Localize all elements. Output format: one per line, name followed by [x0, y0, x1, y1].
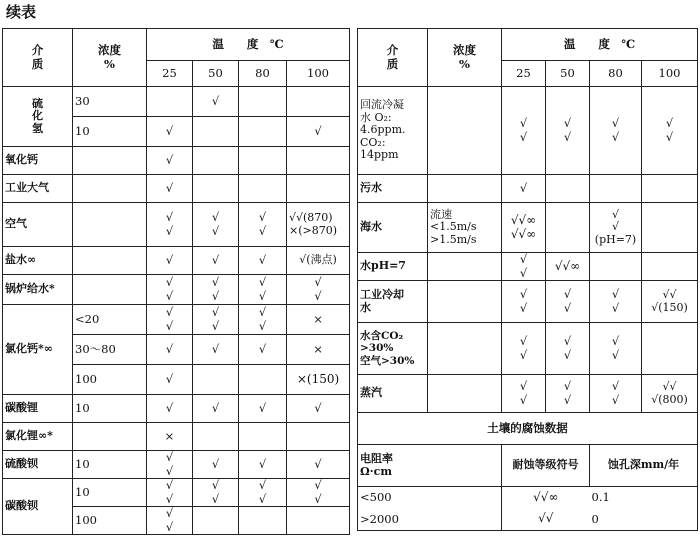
medium-cell: 蒸汽 — [358, 375, 428, 413]
value-cell: √ √ — [147, 451, 193, 479]
value-cell: × — [287, 305, 350, 335]
value-cell: √ — [147, 247, 193, 275]
soil-depth: 0.1 — [590, 487, 698, 509]
value-cell: √ √ — [546, 281, 590, 323]
medium-cell: 硫 化 氢 — [3, 87, 73, 147]
value-cell — [239, 507, 287, 535]
value-cell: √ — [147, 335, 193, 365]
value-cell: √ √ — [502, 253, 546, 281]
conc-cell — [428, 175, 502, 203]
conc-cell — [428, 281, 502, 323]
value-cell: √ — [147, 395, 193, 423]
value-cell — [287, 147, 350, 175]
medium-cell: 回流冷凝 水 O₂: 4.6ppm. CO₂: 14ppm — [358, 87, 428, 175]
value-cell: √ √ — [147, 203, 193, 247]
value-cell — [642, 203, 698, 253]
value-cell — [147, 87, 193, 117]
value-cell: √ √ — [193, 479, 239, 507]
value-cell: √ √ — [642, 87, 698, 175]
medium-cell: 氯化锂∞* — [3, 423, 73, 451]
value-cell: √√∞ √√∞ — [502, 203, 546, 253]
value-cell — [239, 175, 287, 203]
value-cell — [239, 147, 287, 175]
value-cell: √ √ — [590, 281, 642, 323]
conc-cell — [73, 247, 147, 275]
right-table — [357, 28, 698, 531]
conc-cell: 10 — [73, 395, 147, 423]
medium-cell: 水pH=7 — [358, 253, 428, 281]
conc-cell — [428, 323, 502, 375]
conc-cell — [73, 175, 147, 203]
medium-cell: 工业大气 — [3, 175, 73, 203]
value-cell: √ √ — [193, 275, 239, 305]
value-cell: √ — [193, 395, 239, 423]
value-cell: √ — [193, 87, 239, 117]
value-cell — [546, 175, 590, 203]
value-cell — [193, 117, 239, 147]
value-cell — [193, 423, 239, 451]
conc-cell — [73, 423, 147, 451]
conc-cell: 10 — [73, 479, 147, 507]
conc-cell: 100 — [73, 365, 147, 395]
medium-cell: 锅炉给水* — [3, 275, 73, 305]
conc-cell — [73, 147, 147, 175]
soil-header-symbol: 耐蚀等级符号 — [502, 445, 590, 487]
conc-cell: 30 — [73, 87, 147, 117]
value-cell — [239, 365, 287, 395]
caption: 续表 — [6, 3, 37, 21]
medium-cell: 空气 — [3, 203, 73, 247]
value-cell: ×(150) — [287, 365, 350, 395]
value-cell — [642, 323, 698, 375]
header-temp-80: 80 — [239, 61, 287, 87]
value-cell: √ — [193, 451, 239, 479]
value-cell: √ — [193, 335, 239, 365]
value-cell: √ — [239, 395, 287, 423]
value-cell: √√ √(800) — [642, 375, 698, 413]
value-cell: √ — [287, 117, 350, 147]
header-temp-80: 80 — [590, 61, 642, 87]
value-cell: √ √ — [590, 323, 642, 375]
value-cell: √√∞ — [546, 253, 590, 281]
value-cell — [642, 175, 698, 203]
header-temperature: 温 度 ℃ — [502, 29, 698, 61]
value-cell: √ √ — [502, 87, 546, 175]
value-cell: √ √ — [287, 479, 350, 507]
header-temperature: 温 度 ℃ — [147, 29, 350, 61]
soil-resistivity: >2000 — [358, 509, 502, 531]
medium-cell: 碳酸钡 — [3, 479, 73, 535]
value-cell — [546, 203, 590, 253]
value-cell: √ — [239, 451, 287, 479]
conc-cell: 流速 <1.5m/s >1.5m/s — [428, 203, 502, 253]
value-cell — [239, 117, 287, 147]
value-cell: √ — [287, 395, 350, 423]
value-cell — [287, 507, 350, 535]
header-temp-100: 100 — [287, 61, 350, 87]
conc-cell — [73, 203, 147, 247]
header-concentration: 浓度 % — [428, 29, 502, 87]
value-cell — [287, 423, 350, 451]
value-cell: √ √ — [239, 479, 287, 507]
medium-cell: 碳酸锂 — [3, 395, 73, 423]
conc-cell: <20 — [73, 305, 147, 335]
value-cell: √ — [502, 175, 546, 203]
header-temp-25: 25 — [147, 61, 193, 87]
value-cell: √ √ — [193, 305, 239, 335]
value-cell — [287, 87, 350, 117]
value-cell: √ — [147, 175, 193, 203]
header-medium: 介 质 — [3, 29, 73, 87]
value-cell: √ — [239, 335, 287, 365]
value-cell — [193, 365, 239, 395]
value-cell — [193, 507, 239, 535]
value-cell: √ √ — [239, 305, 287, 335]
medium-cell: 氧化钙 — [3, 147, 73, 175]
value-cell — [193, 147, 239, 175]
conc-cell — [428, 253, 502, 281]
value-cell: √ √ — [147, 479, 193, 507]
soil-title: 土壤的腐蚀数据 — [358, 413, 698, 445]
value-cell: √ √ — [287, 275, 350, 305]
value-cell: × — [147, 423, 193, 451]
value-cell: √ √ — [546, 375, 590, 413]
value-cell: √ √ — [590, 87, 642, 175]
value-cell: √ √ — [590, 375, 642, 413]
value-cell: √ √ — [147, 507, 193, 535]
value-cell — [239, 87, 287, 117]
value-cell: √ √ — [239, 275, 287, 305]
value-cell: √ √ — [147, 275, 193, 305]
header-temp-50: 50 — [193, 61, 239, 87]
conc-cell: 10 — [73, 117, 147, 147]
value-cell: √ — [147, 117, 193, 147]
value-cell — [642, 253, 698, 281]
header-temp-100: 100 — [642, 61, 698, 87]
medium-cell: 污水 — [358, 175, 428, 203]
header-concentration: 浓度 % — [73, 29, 147, 87]
value-cell — [590, 253, 642, 281]
medium-cell: 盐水∞ — [3, 247, 73, 275]
medium-cell: 海水 — [358, 203, 428, 253]
value-cell: √ √ (pH=7) — [590, 203, 642, 253]
value-cell: √ √ — [502, 375, 546, 413]
value-cell — [590, 175, 642, 203]
value-cell: √ — [239, 247, 287, 275]
value-cell — [287, 175, 350, 203]
header-temp-25: 25 — [502, 61, 546, 87]
value-cell: √ √ — [502, 281, 546, 323]
soil-resistivity: <500 — [358, 487, 502, 509]
conc-cell — [428, 87, 502, 175]
value-cell: √ √ — [546, 87, 590, 175]
conc-cell: 30～80 — [73, 335, 147, 365]
header-temp-50: 50 — [546, 61, 590, 87]
conc-cell: 100 — [73, 507, 147, 535]
conc-cell — [73, 275, 147, 305]
left-table — [2, 28, 350, 535]
soil-header-depth: 蚀孔深mm/年 — [590, 445, 698, 487]
value-cell: √ √ — [239, 203, 287, 247]
header-medium: 介 质 — [358, 29, 428, 87]
value-cell: √ — [147, 147, 193, 175]
medium-cell: 硫酸钡 — [3, 451, 73, 479]
value-cell: × — [287, 335, 350, 365]
medium-cell: 工业冷却 水 — [358, 281, 428, 323]
value-cell: √ — [147, 365, 193, 395]
soil-symbol: √√ — [502, 509, 590, 531]
value-cell: √ — [193, 247, 239, 275]
conc-cell: 10 — [73, 451, 147, 479]
medium-cell: 氯化钙*∞ — [3, 305, 73, 395]
value-cell: √ √ — [147, 305, 193, 335]
value-cell — [193, 175, 239, 203]
soil-header-resistivity: 电阻率 Ω·cm — [358, 445, 502, 487]
soil-symbol: √√∞ — [533, 489, 559, 504]
value-cell: √ √ — [502, 323, 546, 375]
value-cell: √ √ — [546, 323, 590, 375]
soil-depth: 0 — [590, 509, 698, 531]
medium-cell: 水含CO₂ >30% 空气>30% — [358, 323, 428, 375]
value-cell: √√(870) ×(>870) — [287, 203, 350, 247]
value-cell — [239, 423, 287, 451]
value-cell: √√ √(150) — [642, 281, 698, 323]
value-cell: √ — [287, 451, 350, 479]
value-cell: √ √ — [193, 203, 239, 247]
value-cell: √(沸点) — [287, 247, 350, 275]
conc-cell — [428, 375, 502, 413]
